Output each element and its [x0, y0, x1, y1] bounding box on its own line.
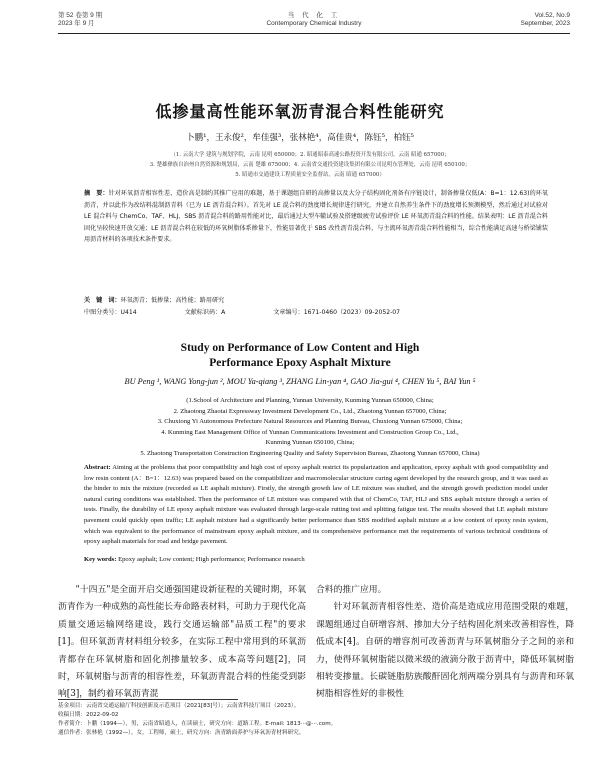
title-en-line: Study on Performance of Low Content and High — [180, 342, 420, 354]
article-number: 文章编号：1671-0460（2023）09-2052-07 — [273, 309, 401, 316]
affiliation-line: 5. Zhaotong Transportation Construction Engineering Quality and Safety Supervision Bureau, Zhaotong Yunnan 657000, China) — [140, 449, 480, 457]
header-right — [520, 12, 570, 28]
body-column-right — [316, 582, 574, 704]
affiliation-line: 5. 昭通市交通建设工程质量安全监督站，云南 昭通 657000） — [235, 172, 385, 178]
abstract-en-label: Abstract: — [84, 464, 111, 471]
affiliation-line: （1. 云南大学 建筑与规划学院，云南 昆明 650000；2. 昭通昭泰高速公路投资开发有限公司，云南 昭通 657000； — [170, 152, 450, 158]
keywords-en-label: Key words: — [84, 556, 117, 563]
journal-en: Contemporary Chemical Industry — [266, 20, 362, 27]
footnote-corresponding: 通信作者：张林艳（1992—），女，工程师，硕士，研究方向：沥青路面养护与环氧沥青材料研究。 — [58, 730, 305, 736]
classification-meta — [84, 307, 548, 316]
authors-cn: 卜鹏¹，王永俊²，牟佳强³，张林艳⁴，高佳贵⁴，陈钰⁵，柏钰⁵ — [186, 133, 414, 143]
authors-en: BU Peng ¹, WANG Yong-jun ², MOU Ya-qiang ³, ZHANG Lin-yan ⁴, GAO Jia-gui ⁴, CHEN Yu ⁵, BAI Yun ⁵ — [124, 377, 476, 386]
footnote-rule — [58, 699, 238, 700]
footnote-funding: 基金项目：云南省交通运输厅科技创新及示范项目（2021[83]号）；云南省科技厅项目（2023）。 — [58, 703, 300, 709]
header-rule — [58, 33, 570, 34]
date-en: September, 2023 — [520, 20, 570, 27]
affiliation-line: 2. Zhaotong Zhaotai Expressway Investment Development Co., Ltd., Zhaotong Yunnan 657000, China; — [173, 407, 447, 415]
keywords-cn-text: 环氧沥青；低掺量；高性能；路用研究 — [120, 297, 225, 304]
footnote-received: 收稿日期：2022-09-02 — [58, 712, 119, 718]
title-en — [0, 341, 600, 371]
date-cn: 2023 年 9 月 — [58, 20, 95, 27]
footnote-author: 作者简介：卜鹏（1994—），男，云南省昭通人，在读硕士，研究方向：道路工程。E-mail: 1813···@···.com。 — [58, 721, 337, 727]
abstract-cn-label: 摘 要： — [84, 190, 109, 197]
affiliations-en — [60, 396, 560, 459]
keywords-cn — [84, 295, 548, 304]
volume-en: Vol.52, No.9 — [534, 12, 570, 19]
journal-cn: 当 代 化 工 — [287, 12, 341, 19]
keywords-cn-label: 关 键 词： — [84, 297, 121, 304]
abstract-en — [84, 463, 548, 548]
volume-cn: 第 52 卷第 9 期 — [58, 12, 103, 19]
abstract-cn — [84, 188, 548, 246]
title-en-line: Performance Epoxy Asphalt Mixture — [209, 357, 391, 369]
title-cn: 低掺量高性能环氧沥青混合料性能研究 — [155, 102, 445, 121]
body-paragraph-end: 合料的推广应用。 — [316, 585, 387, 595]
affiliation-line: 3. Chuxiong Yi Autonomous Prefecture Natural Resources and Planning Bureau, Chuxiong Yunnan 675000, China; — [157, 418, 463, 425]
affiliation-line: 3. 楚雄彝族自治州自然资源和规划局，云南 楚雄 675000；4. 云南省交通投资建设集团有限公司昆明东管理处，云南 昆明 650100； — [149, 162, 471, 168]
keywords-en-text: Epoxy asphalt; Low content; High performance; Performance research — [118, 556, 305, 563]
keywords-en — [84, 556, 548, 563]
footnotes — [58, 702, 570, 738]
clc-number: 中图分类号：U414 — [84, 309, 137, 316]
body-column-left: "十四五"是全面开启交通强国建设新征程的关键时期，环氧沥青作为一种成熟的高性能长寿命路表材料，可助力于现代化高质量交通运输网络建设，践行交通运输部"品质工程"的要求[1]。但环氧沥青材料组分较多，在实际工程中常用到的环氧沥青都存在环氧树脂和固化剂掺量较多、成本高等问题[2]，同时，环氧树脂与沥青的相容性差，环氧沥青混合料的性能受到影响[3]，制约着环氧沥青混 — [58, 585, 306, 700]
document-code: 文献标识码：A — [184, 309, 226, 316]
body-paragraph: 针对环氧沥青相容性差、造价高是造成应用范围受限的难题，课题组通过自研增容剂、掺加大分子结构固化剂来改善相容性，降低成本[4]。自研的增容剂可改善沥青与环氧树脂分子之间的亲和力，使得环氧树脂能以微米级的液滴分散于沥青中，降低环氧树脂相转变掺量。长碳链脂肪族酸酐固化剂两端分别具有与沥青和环氧树脂相容性好的非极性 — [316, 602, 574, 700]
affiliation-line: (1.School of Architecture and Planning, Yunnan University, Kunming Yunnan 650000, China; — [186, 397, 434, 404]
affiliation-line: 4. Kunming East Management Office of Yunnan Communications Investment and Construction Group Co., Ltd., — [161, 428, 459, 436]
header-center — [58, 12, 570, 28]
affiliation-line: Kunming Yunnan 650100, China; — [265, 439, 355, 446]
abstract-cn-text: 针对环氧沥青相容性差、造价高是制约其推广应用的难题，基于课题组自研的高掺量以及大分子结构固化剂备有序链设计，制备掺量仅低(A：B=1：12.63)的环氧沥青，并以此作为改结料混制沥青料（已为 LE 沥青混合料）。首先对 LE 混合料的劲度增长规律进行研究，并建立自然养生条件下的劲度增长预测模型，然后通过对试验对 LE 混合料与 ChemCo、TAF、HLJ、SBS 沥青混合料的路用性能对比，最后通过大型车辙试验及搭建级疲劳试验评价 LE 环氧沥青混合料的性能。结果表明：LE 沥青混合料固化呈较快速开放交通；LE 沥青混合料在较低的环氧树脂体系掺量下，性能显著优于 SBS 改性沥青混合料，与主流环氧沥青混合料性能相当，综合性能满足高速与桥梁铺装用沥青材料的各项技术条件要求。 — [84, 190, 549, 243]
affiliations-cn — [50, 150, 570, 180]
running-header — [58, 12, 570, 34]
abstract-en-text: Aiming at the problems that poor compatibility and high cost of epoxy asphalt restrict its popularization and application, epoxy asphalt with good compatibility and low resin content (A：B=1：12.63) was prepared based on the compatibilizer and macromolecular structure curing agent developed by the research group, and it was used as the binder to mix the mixture (recorded as LE asphalt mixture). Firstly, the strength growth law of LE mixture was studied, and the strength growth prediction model under natural curing conditions was established. Then the performance of LE mixture was compared with that of ChemCo, TAF, HLJ and SBS asphalt mixture through a series of tests. Finally, the durability of LE epoxy asphalt mixture was evaluated through large-scale rutting test and splitting fatigue test. The results showed that LE asphalt mixture pavement could quickly open traffic; LE asphalt mixture had a significantly better performance than SBS modified asphalt mixture at a low content of epoxy resin system, which was equivalent to the performance of mainstream epoxy asphalt mixture, and its comprehensive performance met the requirements of various technical conditions of epoxy asphalt materials for road and bridge pavement. — [84, 464, 548, 546]
